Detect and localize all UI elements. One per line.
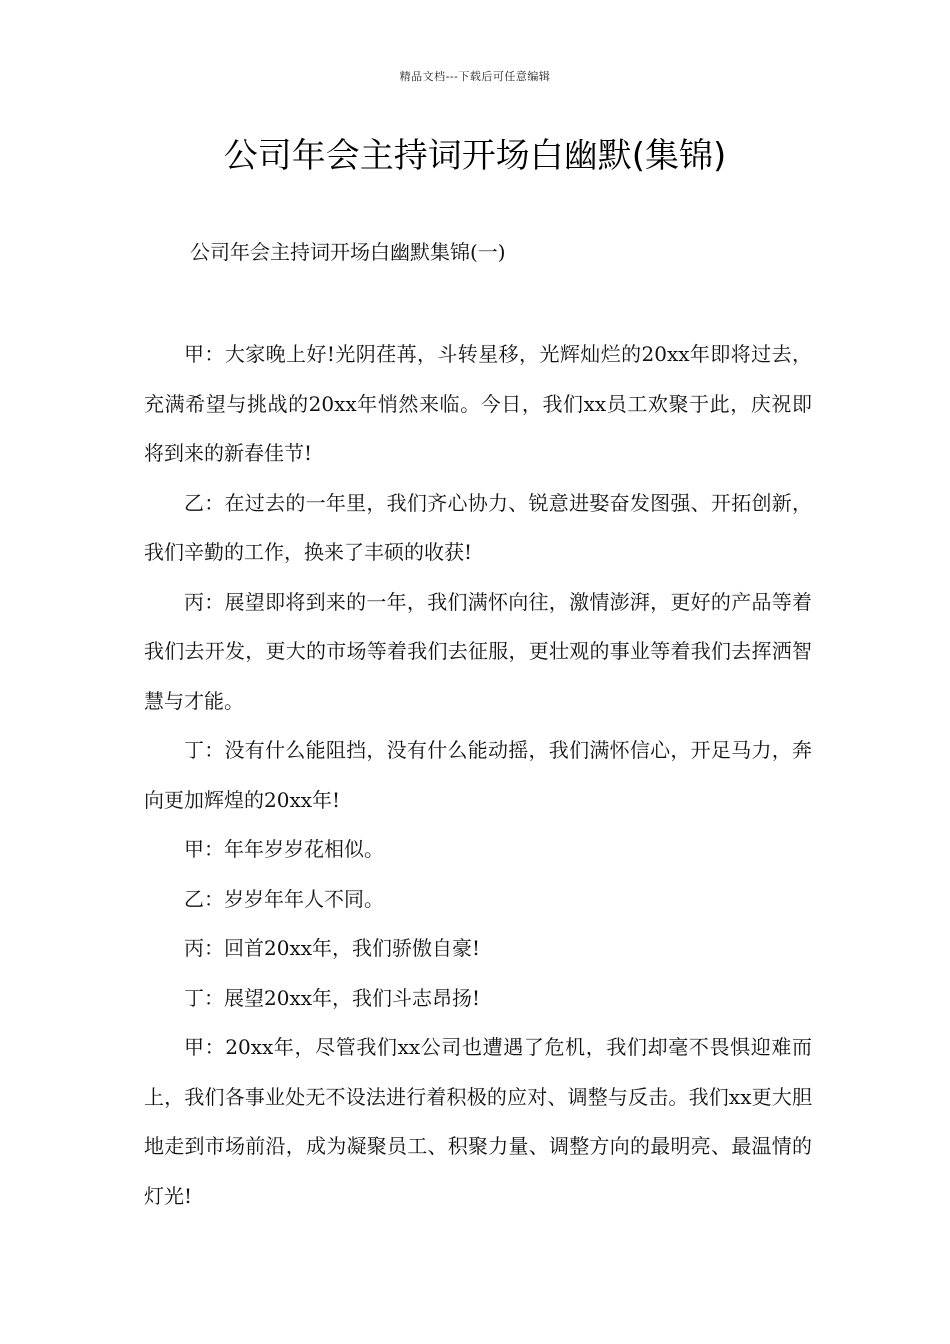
paragraph: 甲：年年岁岁花相似。	[184, 837, 384, 861]
paragraph: 乙：岁岁年年人不同。	[184, 886, 384, 911]
paragraph: 甲：20xx年，尽管我们xx公司也遭遇了危机，我们却毫不畏惧迎难而上，我们各事业处无不设法进行着积极的应对、调整与反击。我们xx更大胆地走到市场前沿，成为凝聚员工、积聚力量、调整方向的最明亮、最温情的灯光!	[144, 1035, 812, 1208]
header-note: 精品文档---下载后可任意编辑	[399, 70, 551, 83]
paragraph: 丙：回首20xx年，我们骄傲自豪!	[184, 936, 481, 960]
paragraph: 丁：没有什么能阻挡，没有什么能动摇，我们满怀信心，开足马力，奔向更加辉煌的20xx年!	[144, 738, 812, 812]
paragraph: 乙：在过去的一年里，我们齐心协力、锐意进娶奋发图强、开拓创新，我们辛勤的工作，换来了丰硕的收获!	[144, 490, 812, 564]
section-heading: 公司年会主持词开场白幽默集锦(一)	[190, 240, 506, 264]
document-title: 公司年会主持词开场白幽默(集锦)	[223, 136, 727, 176]
paragraph: 甲：大家晚上好!光阴荏苒，斗转星移，光辉灿烂的20xx年即将过去，充满希望与挑战的20xx年悄然来临。今日，我们xx员工欢聚于此，庆祝即将到来的新春佳节!	[144, 342, 812, 465]
paragraph: 丙：展望即将到来的一年，我们满怀向往，激情澎湃，更好的产品等着我们去开发，更大的市场等着我们去征服，更壮观的事业等着我们去挥洒智慧与才能。	[144, 589, 812, 713]
body-text	[144, 330, 812, 1221]
paragraph: 丁：展望20xx年，我们斗志昂扬!	[184, 985, 481, 1010]
